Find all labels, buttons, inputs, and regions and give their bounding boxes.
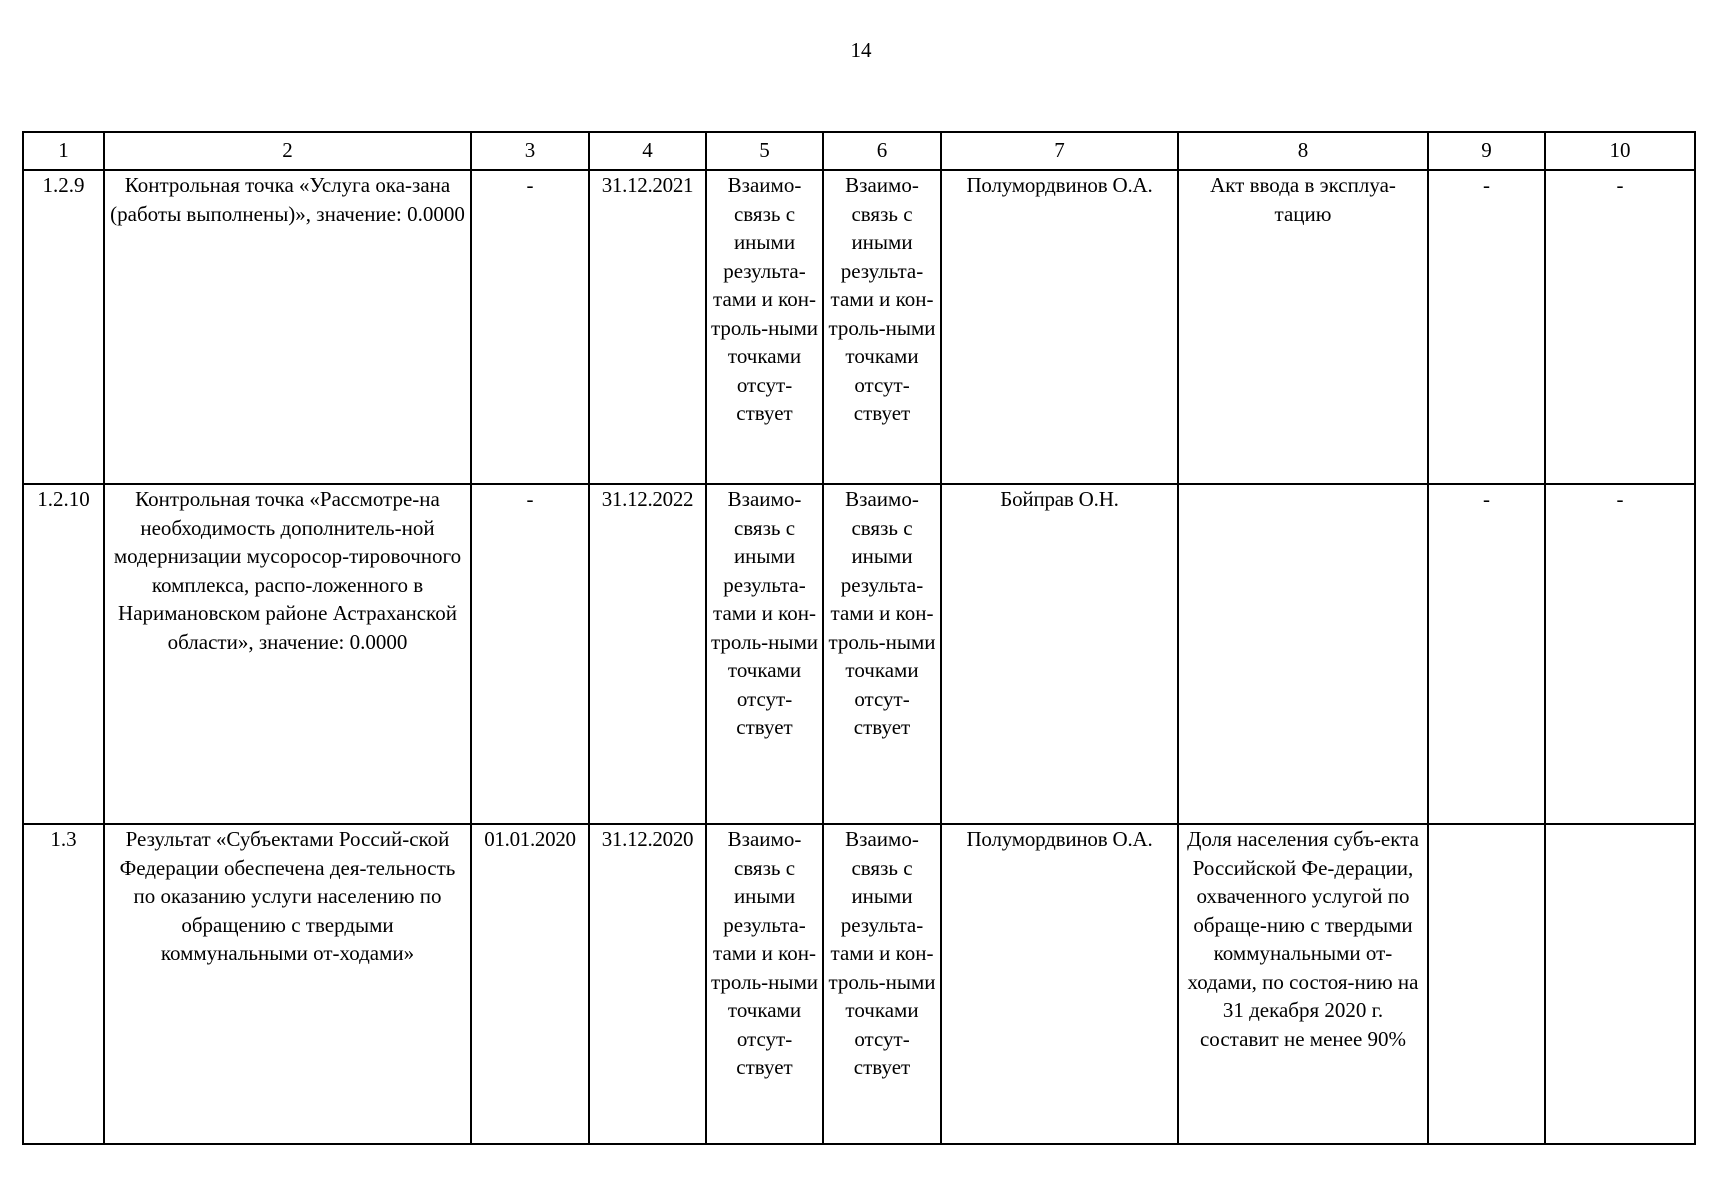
row-name: Контрольная точка «Рассмотре-на необходимость дополнитель-ной модернизации мусоросор-тировочного комплекса, распо-ложенного в Наримановском районе Астраханской области», значение: 0.0000 [104, 484, 471, 824]
row-responsible: Полумордвинов О.А. [941, 824, 1178, 1144]
row-col10: - [1545, 484, 1695, 824]
row-end-date: 31.12.2020 [589, 824, 706, 1144]
row-start-date: - [471, 484, 589, 824]
row-number: 1.3 [23, 824, 104, 1144]
row-document: Акт ввода в эксплуа-тацию [1178, 170, 1428, 484]
row-number: 1.2.10 [23, 484, 104, 824]
row-col9 [1428, 824, 1545, 1144]
row-name: Контрольная точка «Услуга ока-зана (работы выполнены)», значение: 0.0000 [104, 170, 471, 484]
row-end-date: 31.12.2022 [589, 484, 706, 824]
header-cell: 7 [941, 132, 1178, 170]
table-row [23, 484, 1695, 824]
page-number: 14 [850, 38, 872, 62]
row-document: Доля населения субъ-екта Российской Фе-дерации, охваченного услугой по обраще-нию с твердыми коммунальными от-ходами, по состоя-нию на 31 декабря 2020 г. составит не менее 90% [1178, 824, 1428, 1144]
row-relation-col6: Взаимо-связь с иными результа-тами и кон-троль-ными точками отсут-ствует [823, 170, 941, 484]
row-relation-col5: Взаимо-связь с иными результа-тами и кон-троль-ными точками отсут-ствует [706, 824, 823, 1144]
row-document [1178, 484, 1428, 824]
header-cell: 10 [1545, 132, 1695, 170]
table-row [23, 170, 1695, 484]
header-cell: 4 [589, 132, 706, 170]
header-cell: 9 [1428, 132, 1545, 170]
plan-table [22, 131, 1696, 1145]
header-cell: 3 [471, 132, 589, 170]
row-relation-col5: Взаимо-связь с иными результа-тами и кон-троль-ными точками отсут-ствует [706, 484, 823, 824]
row-col9: - [1428, 484, 1545, 824]
header-cell: 2 [104, 132, 471, 170]
row-responsible: Полумордвинов О.А. [941, 170, 1178, 484]
row-responsible: Бойправ О.Н. [941, 484, 1178, 824]
row-col10 [1545, 824, 1695, 1144]
header-cell: 8 [1178, 132, 1428, 170]
header-cell: 1 [23, 132, 104, 170]
row-start-date: - [471, 170, 589, 484]
header-row [23, 132, 1695, 170]
row-relation-col6: Взаимо-связь с иными результа-тами и кон-троль-ными точками отсут-ствует [823, 824, 941, 1144]
row-start-date: 01.01.2020 [471, 824, 589, 1144]
row-col9: - [1428, 170, 1545, 484]
row-col10: - [1545, 170, 1695, 484]
row-relation-col5: Взаимо-связь с иными результа-тами и кон-троль-ными точками отсут-ствует [706, 170, 823, 484]
header-cell: 6 [823, 132, 941, 170]
row-relation-col6: Взаимо-связь с иными результа-тами и кон-троль-ными точками отсут-ствует [823, 484, 941, 824]
table-row [23, 824, 1695, 1144]
row-name: Результат «Субъектами Россий-ской Федерации обеспечена дея-тельность по оказанию услуги населению по обращению с твердыми коммунальными от-ходами» [104, 824, 471, 1144]
header-cell: 5 [706, 132, 823, 170]
row-number: 1.2.9 [23, 170, 104, 484]
row-end-date: 31.12.2021 [589, 170, 706, 484]
